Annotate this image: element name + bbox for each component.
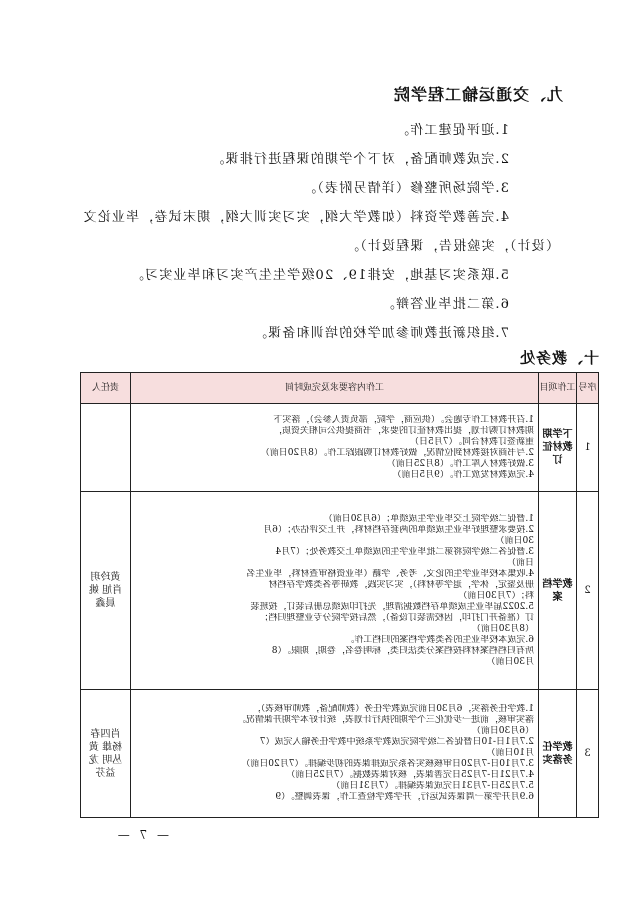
content-line: 2.7月1日-10日督促各二级学院完成教学系统中教学任务输入完成（7 <box>259 737 534 747</box>
content-line: （8月30日前） <box>471 623 534 634</box>
content-line: 重新签订教材合同。（7月5日） <box>410 436 534 447</box>
section-9-item: 7.组织新进教师参加学校的培训和备课。 <box>252 326 509 341</box>
row-owner: 黄玲玥 肖旭 姚晨鑫 <box>81 492 131 690</box>
content-line: 月30日前） <box>486 656 534 667</box>
table-row <box>81 492 599 690</box>
section-9-item: 1.迎评促建工作。 <box>394 123 509 138</box>
header-item: 工作项目 <box>539 373 577 404</box>
section-9-item: （设计），实验报告，课程设计）。 <box>344 239 559 254</box>
content-line: 册及鉴定，休学，退学等材料），实习实践，教研等各类教学存档材 <box>268 579 534 590</box>
content-line: （6月30日前） <box>471 726 534 736</box>
content-line: 所有归档档案材料按档案分类法归类，标明卷名，卷期，期限。（8 <box>271 645 534 656</box>
content-line: 30日前） <box>495 535 534 546</box>
content-line: 期教材订购计划，提出教材征订的要求，书商提供公司相关资质， <box>272 425 534 436</box>
header-seq: 序号 <box>577 373 599 404</box>
row-item: 下学期教材征订 <box>539 404 577 492</box>
content-line: 4.完成教材发放工作。（9月5日前） <box>392 469 534 480</box>
row-content <box>131 492 539 690</box>
content-line: 5.2022届毕业生成绩单存档数据清理，先打印成绩总册后装订，按班装 <box>250 601 534 612</box>
row-owner <box>81 404 131 492</box>
section-9-item: 4.完善教学资料（如教学大纲，实习实训大纲，期末试卷，毕业论文 <box>82 210 509 225</box>
table-header-row <box>81 373 599 404</box>
row-seq: 1 <box>577 404 599 492</box>
content-line: 1.召开教材工作专题会。（供应商，学院，部负责人参会），落实下 <box>273 414 534 425</box>
section-9-item: 5.联系实习基地，安排19、20级学生生产实习和毕业实习。 <box>129 268 509 283</box>
table-row <box>81 690 599 818</box>
content-line: 日前） <box>506 557 534 568</box>
content-line: 2.与书商对接教材到位情况，做好教材订购跟踪工作。（8月20日前） <box>260 447 534 458</box>
content-line: 4.7月21日-7月25日完善课表，核对课表数据。（7月25日前） <box>286 770 534 780</box>
content-line: 订（准备开门打印，因校需装订设备），然后按学院分专业整理归档； <box>259 612 534 623</box>
content-line: 4.收集本校毕业学生的论文、考务、学籍（毕业资格审查材料，毕业生名 <box>246 568 534 579</box>
section-9-item: 2.完成教师配备，对下个学期的课程进行排课。 <box>210 152 509 167</box>
header-content: 工作内容要求及完成时间 <box>131 373 539 404</box>
content-line: 料；（7月30日前） <box>458 590 534 601</box>
section-10-heading: 十、教务处 <box>518 349 599 367</box>
content-line: 3.做好教材入库工作。（8月25日前） <box>386 458 534 469</box>
row-owner: 肖四春 杨雄 黄丛明 龙益芬 <box>81 690 131 818</box>
row-seq: 2 <box>577 492 599 690</box>
row-item: 教学任务落实 <box>539 690 577 818</box>
row-item: 教学档案 <box>539 492 577 690</box>
section-9-item: 3.学院场所整修（详情另附表）。 <box>301 181 509 196</box>
content-line: 5.7月25日-7月31日完成课表编排。（7月31日前） <box>331 781 534 791</box>
content-line: 3.督促各二级学院将第二批毕业学生的成绩单上交教务处；（7月4 <box>275 546 534 557</box>
section-9-item: 6.第二批毕业答辩。 <box>380 297 509 312</box>
row-content <box>131 690 539 818</box>
content-line: 1.督促二级学院上交毕业学生成绩单；（6月30日前） <box>323 513 534 524</box>
page-number: — 7 — <box>114 828 169 842</box>
content-line: 3.7月10日-7月20日审核核实各系完成排课表的初步编排。（7月20日前） <box>241 759 534 769</box>
table-row <box>81 404 599 492</box>
header-owner: 责任人 <box>81 373 131 404</box>
content-line: 6.9月开学第一周课表试运行，开学教学检查工作，课表调整。（9 <box>275 792 534 802</box>
task-table <box>80 372 599 818</box>
content-line: 月10日前） <box>486 748 534 758</box>
row-seq: 3 <box>577 690 599 818</box>
content-line: 1.教学任务落实，6月30日前完成教学任务（教师配备，教师审核表）， <box>251 704 534 714</box>
content-line: 2.按要求整理好毕业生成绩单的两套存档材料，并上交评估办；（6月 <box>263 524 534 535</box>
content-line: 6.完成本校毕业生的各类教学档案的归档工作。 <box>345 634 534 645</box>
section-9-heading: 九、交通运输工程学院 <box>392 85 563 104</box>
row-content <box>131 404 539 492</box>
content-line: 落实审核，前进一步优化三个学期的执行计划表，统计好本学期开课情况。 <box>236 715 534 725</box>
